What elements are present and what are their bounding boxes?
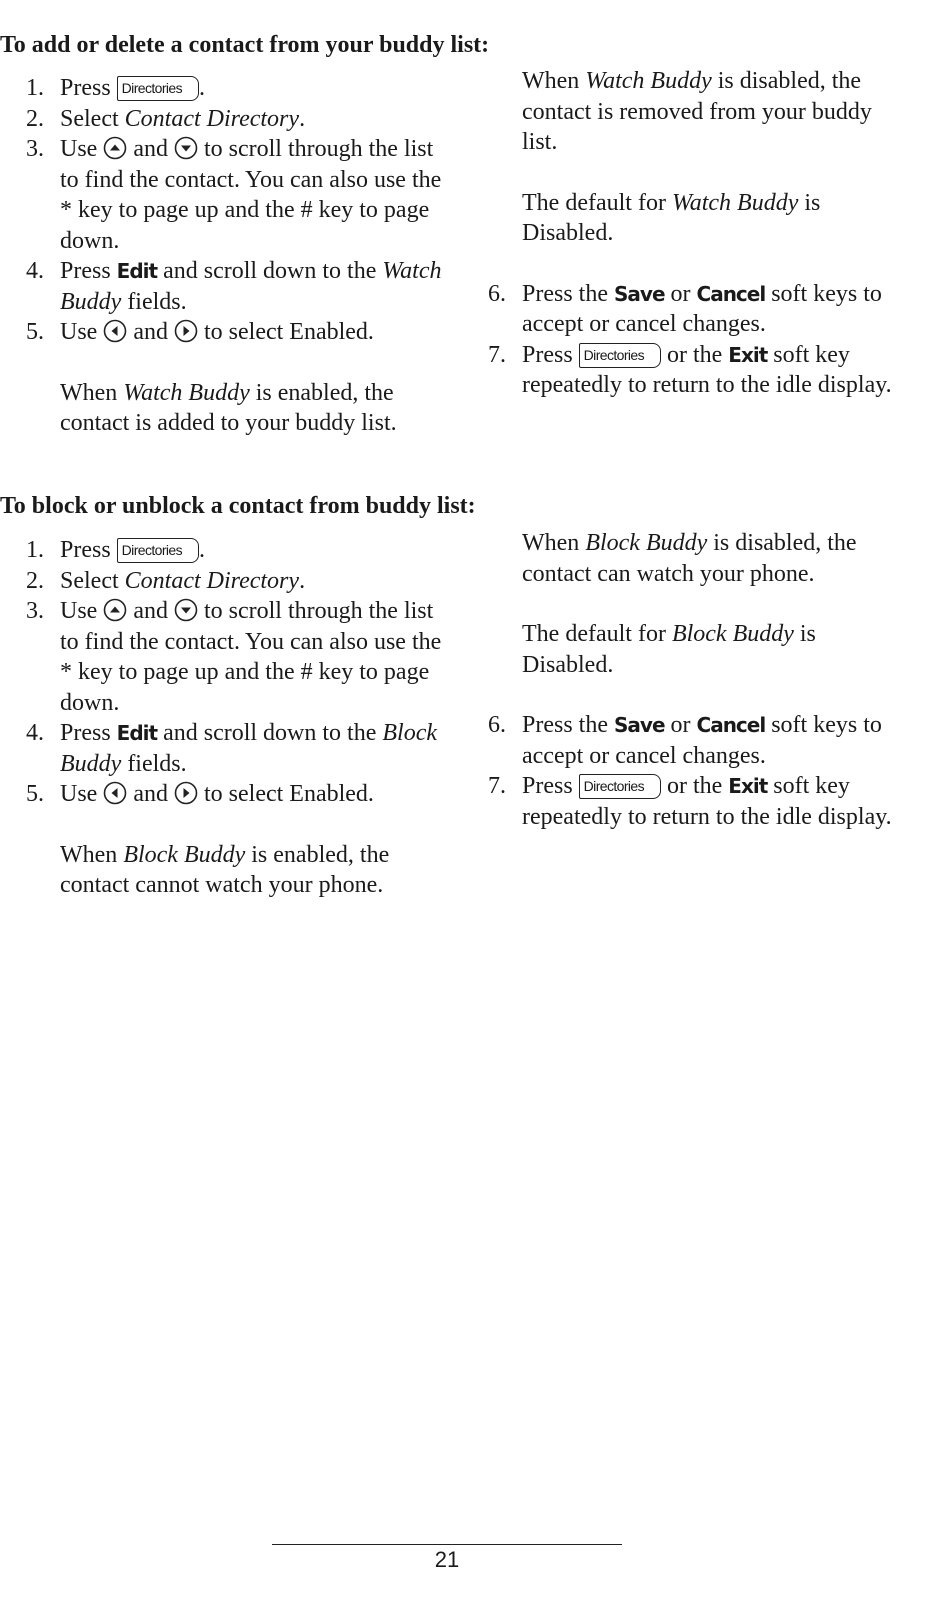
note-default: The default for Block Buddy is Disabled. <box>522 621 816 678</box>
step-7: 7. Press Directories or the Exit soft key repeatedly to return to the idle display. <box>488 341 892 398</box>
page-number: 21 <box>434 1547 460 1572</box>
cancel-softkey-label: Cancel <box>696 281 766 306</box>
up-arrow-icon <box>103 136 127 160</box>
right-column <box>488 528 908 832</box>
directories-key-icon: Directories <box>579 343 661 368</box>
save-softkey-label: Save <box>614 281 665 306</box>
down-arrow-icon <box>174 136 198 160</box>
down-arrow-icon <box>174 598 198 622</box>
right-arrow-icon <box>174 781 198 805</box>
directories-key-icon: Directories <box>117 76 199 101</box>
footer-rule <box>272 1544 622 1545</box>
step-4: 4. Press Edit and scroll down to the Watch Buddy fields. <box>26 258 442 315</box>
note-enabled: When Watch Buddy is enabled, the contact is added to your buddy list. <box>60 379 397 436</box>
step-1: 1. Press Directories . <box>26 75 205 101</box>
step-3: 3. Use and to scroll through the list to find the contact. You can also use the * key to page up and the # key to page down. <box>26 598 442 716</box>
step-4: 4. Press Edit and scroll down to the Block Buddy fields. <box>26 720 438 777</box>
step-7: 7. Press Directories or the Exit soft key repeatedly to return to the idle display. <box>488 773 892 830</box>
step-5: 5. Use and to select Enabled. <box>26 319 374 345</box>
note-default: The default for Watch Buddy is Disabled. <box>522 189 821 246</box>
directories-key-icon: Directories <box>579 774 661 799</box>
up-arrow-icon <box>103 598 127 622</box>
left-column <box>26 73 446 439</box>
edit-softkey-label: Edit <box>116 721 158 745</box>
section-heading: To block or unblock a contact from buddy list: <box>0 493 476 519</box>
note-disabled: When Block Buddy is disabled, the contact can watch your phone. <box>522 530 857 587</box>
exit-softkey-label: Exit <box>728 774 768 798</box>
directories-key-icon: Directories <box>117 538 199 563</box>
left-column <box>26 535 446 901</box>
cancel-softkey-label: Cancel <box>696 713 766 737</box>
step-6: 6. Press the Save or Cancel soft keys to accept or cancel changes. <box>488 712 882 769</box>
step-1: 1. Press Directories . <box>26 537 205 563</box>
note-enabled: When Block Buddy is enabled, the contact cannot watch your phone. <box>60 841 390 898</box>
step-2: 2. Select Contact Directory. <box>26 105 306 132</box>
right-arrow-icon <box>174 319 198 343</box>
step-5: 5. Use and to select Enabled. <box>26 781 374 807</box>
left-arrow-icon <box>103 319 127 343</box>
edit-softkey-label: Edit <box>116 259 158 283</box>
step-2: 2. Select Contact Directory. <box>26 567 306 594</box>
save-softkey-label: Save <box>614 713 665 737</box>
step-3: 3. Use and to scroll through the list to find the contact. You can also use the * key to page up and the # key to page down. <box>26 136 442 254</box>
left-arrow-icon <box>103 781 127 805</box>
exit-softkey-label: Exit <box>728 342 768 367</box>
step-6: 6. Press the Save or Cancel soft keys to accept or cancel changes. <box>488 280 882 337</box>
section-heading: To add or delete a contact from your buddy list: <box>0 32 490 58</box>
note-disabled: When Watch Buddy is disabled, the contact is removed from your buddy list. <box>522 68 872 155</box>
right-column <box>488 66 908 401</box>
